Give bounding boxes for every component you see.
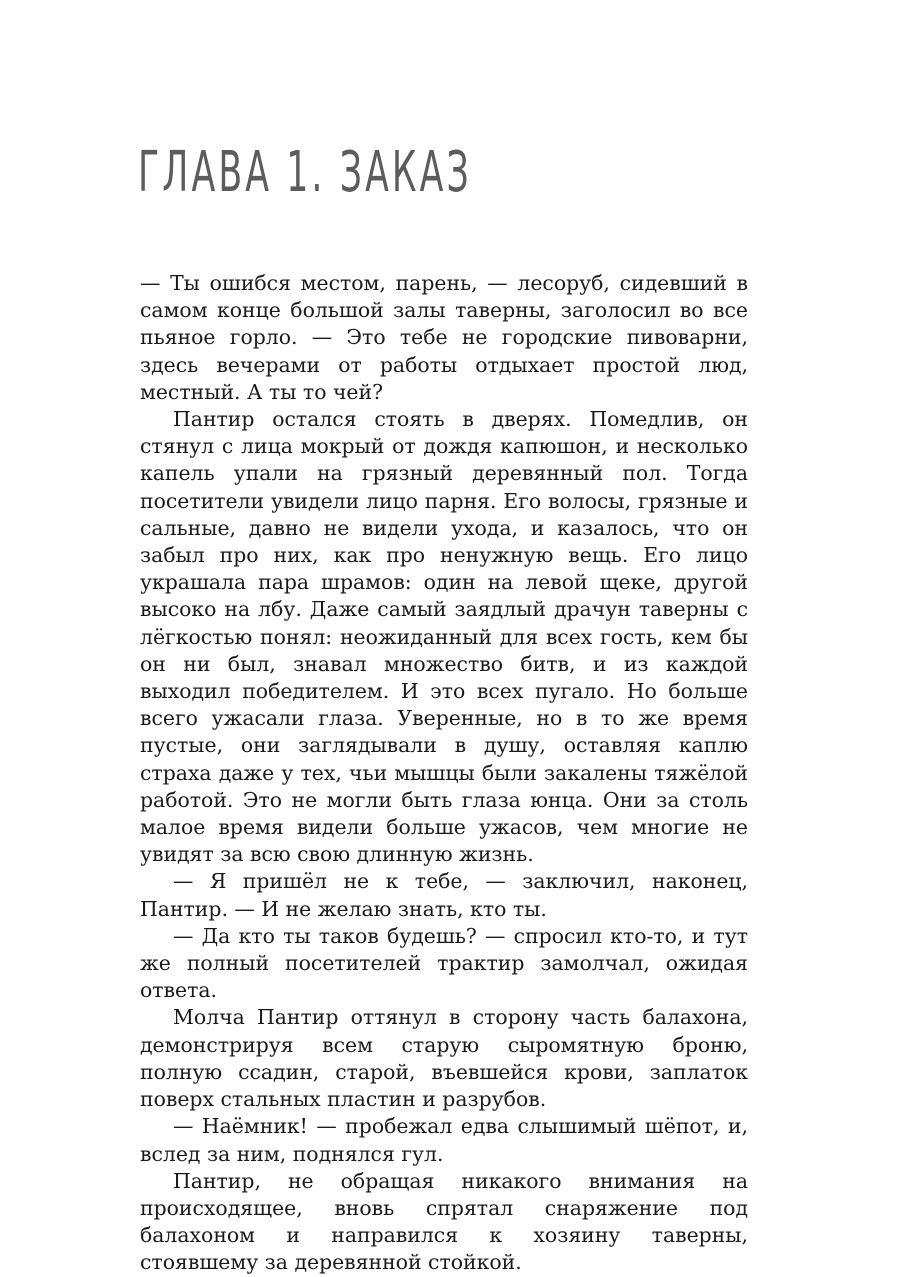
chapter-title: ГЛАВА 1. ЗАКАЗ (138, 140, 472, 205)
chapter-text (140, 270, 748, 1277)
paragraph: — Ты ошибся местом, парень, — лесоруб, сидевший в самом конце большой залы таверны, заголосил во все пьяное горло. — Это тебе не городские пивоварни, здесь вечерами от работы отдыхает простой люд, местный. А ты то чей? (140, 271, 748, 404)
paragraph: — Я пришёл не к тебе, — заключил, наконец, Пантир. — И не желаю знать, кто ты. (140, 869, 748, 921)
paragraph: — Да кто ты таков будешь? — спросил кто-то, и тут же полный посетителей трактир замолчал, ожидая ответа. (140, 923, 748, 1003)
paragraph: Молча Пантир оттянул в сторону часть балахона, демонстрируя всем старую сыромятную броню, полную ссадин, старой, въевшейся крови, заплаток поверх стальных пластин и разрубов. (140, 1005, 748, 1112)
paragraph: Пантир, не обращая никакого внимания на происходящее, вновь спрятал снаряжение под балахоном и направился к хозяину таверны, стоявшему за деревянной стойкой. (140, 1168, 748, 1275)
paragraph: Пантир остался стоять в дверях. Помедлив, он стянул с лица мокрый от дождя капюшон, и несколько капель упали на грязный деревянный пол. Тогда посетители увидели лицо парня. Его волосы, грязные и сальные, давно не видели ухода, и казалось, что он забыл про них, как про ненужную вещь. Его лицо украшала пара шрамов: один на левой щеке, другой высоко на лбу. Даже самый заядлый драчун таверны с лёгкостью понял: неожиданный для всех гость, кем бы он ни был, знавал множество битв, и из каждой выходил победителем. И это всех пугало. Но больше всего ужасали глаза. Уверенные, но в то же время пустые, они заглядывали в душу, оставляя каплю страха даже у тех, чьи мышцы были закалены тяжёлой работой. Это не могли быть глаза юнца. Они за столь малое время видели больше ужасов, чем многие не увидят за всю свою длинную жизнь. (140, 407, 748, 867)
paragraph: — Наёмник! — пробежал едва слышимый шёпот, и, вслед за ним, поднялся гул. (140, 1114, 748, 1166)
